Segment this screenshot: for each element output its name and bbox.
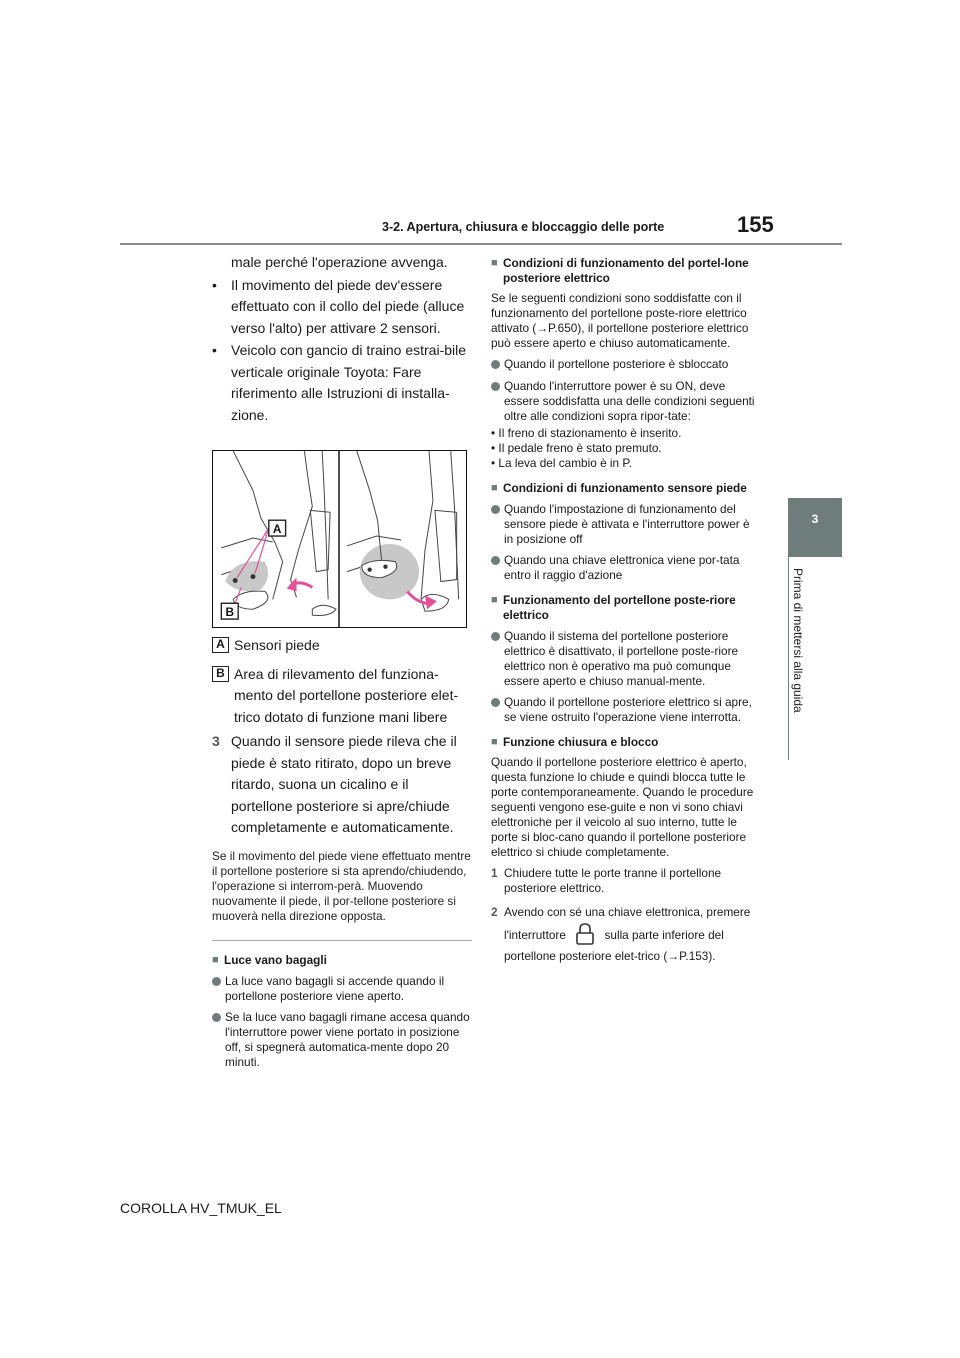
- list-item: [491, 379, 756, 424]
- bullet-dot-icon: [491, 360, 500, 369]
- item-text: Quando il portellone posteriore è sbloccato: [504, 357, 729, 371]
- conditions-power-title: ■ Condizioni di funzionamento del portel-lone posteriore elettrico: [491, 256, 756, 286]
- legend-text: Area di rilevamento del funziona-mento del portellone posteriore elet-trico dotato di funzione mani libere: [234, 665, 459, 725]
- item-text: Quando l'interruttore power è su ON, deve essere soddisfatta una delle condizioni seguenti oltre alle condizioni sopra ripor-tate:: [504, 379, 755, 423]
- lock-icon: [575, 923, 595, 945]
- bullet-dot-icon: [212, 977, 221, 986]
- section-heading: Funzionamento del portellone poste-riore elettrico: [503, 593, 736, 622]
- step-number: 3: [212, 733, 220, 749]
- list-item: [212, 974, 472, 1004]
- legend-item: [212, 664, 472, 729]
- item-text: La luce vano bagagli si accende quando il portellone posteriore viene aperto.: [225, 973, 445, 1003]
- step-2: [491, 902, 756, 967]
- bullet-dot-icon: [212, 1013, 221, 1022]
- item-text: Quando l'impostazione di funzionamento del sensore piede è attivata e l'interruttore power è in posizione off: [504, 502, 750, 546]
- step-1: [491, 866, 756, 896]
- section-heading: Luce vano bagagli: [224, 952, 327, 967]
- list-item: • Il movimento del piede dev'essere effettuato con il collo del piede (alluce verso l'alto) per attivare 2 sensori.: [212, 275, 472, 340]
- list-item: [491, 502, 756, 547]
- conditions-sensor-title: ■ Condizioni di funzionamento sensore piede: [491, 481, 747, 495]
- bullet-dot-icon: [491, 556, 500, 565]
- figure-label-b: B: [225, 605, 235, 620]
- luggage-light-title: ■ Luce vano bagagli: [212, 952, 327, 967]
- list-item: [491, 695, 756, 725]
- section-divider: [212, 940, 472, 941]
- section-heading: Condizioni di funzionamento del portel-lone posteriore elettrico: [503, 256, 749, 285]
- operation-title: ■ Funzionamento del portellone poste-riore elettrico: [491, 593, 756, 623]
- left-column: [212, 252, 472, 1070]
- intro-continuation: male perché l'operazione avvenga.: [231, 254, 448, 270]
- bullet-dot-icon: [491, 632, 500, 641]
- legend-item: [212, 635, 472, 657]
- note-paragraph: Se il movimento del piede viene effettuato mentre il portellone posteriore si sta aprendo/chiudendo, l'operazione si interrom-perà. Muovendo nuovamente il piede, il por-tellone posteriore si muoverà nella direzione opposta.: [212, 848, 471, 923]
- item-text: Quando il portellone posteriore elettrico si apre, se viene ostruito l'operazione viene interrotta.: [504, 695, 752, 724]
- foot-sensor-illustration: [212, 450, 467, 628]
- paragraph: Se le seguenti condizioni sono soddisfatte con il funzionamento del portellone poste-riore elettrico attivato (→P.650), il portellone posteriore elettrico può essere aperto e chiuso automaticamente.: [491, 291, 749, 350]
- section-heading: Condizioni di funzionamento sensore piede: [503, 481, 747, 495]
- footer-model: COROLLA HV_TMUK_EL: [120, 1200, 282, 1216]
- bullet-text: Veicolo con gancio di traino estrai-bile verticale originale Toyota: Fare riferimento alle Istruzioni di installa-zione.: [231, 342, 467, 423]
- list-item: [491, 553, 756, 583]
- list-item: • Veicolo con gancio di traino estrai-bile verticale originale Toyota: Fare riferimento alle Istruzioni di installa-zione.: [212, 340, 472, 426]
- page-number: 155: [737, 212, 774, 237]
- sub-bullet-text: Il freno di stazionamento è inserito.: [498, 426, 682, 440]
- item-text: Se la luce vano bagagli rimane accesa quando l'interruttore power viene portato in posizione off, si spegnerà automatica-mente dopo 20 minuti.: [225, 1009, 470, 1069]
- chapter-tab: 3: [788, 498, 842, 557]
- step-text: Avendo con sé una chiave elettronica, premere l'interruttore: [504, 905, 751, 942]
- foot-sensor-drawing: [213, 451, 466, 627]
- legend-key: A: [212, 637, 229, 653]
- sub-bullet-list: [491, 426, 756, 471]
- step-text: Quando il sensore piede rileva che il piede è stato ritirato, dopo un breve ritardo, suona un cicalino e il portellone posteriore si apre/chiude completamente e automaticamente.: [231, 733, 457, 835]
- bullet-dot-icon: [491, 505, 500, 514]
- step-number: 2: [491, 905, 498, 919]
- header-divider: [120, 243, 842, 245]
- list-item: • Il pedale freno è stato premuto.: [491, 441, 662, 455]
- figure-label-a: A: [272, 522, 282, 537]
- chapter-title: Prima di mettersi alla guida: [791, 568, 805, 713]
- bullet-dot-icon: [491, 698, 500, 707]
- chapter-title-vertical: [791, 568, 811, 758]
- right-column: [491, 256, 756, 967]
- item-text: Quando il sistema del portellone posteriore elettrico è disattivato, il portellone poste-riore elettrico non è operativo ma può comunque essere aperto e chiuso manual-mente.: [504, 629, 739, 688]
- bullet-dot-icon: [491, 382, 500, 391]
- list-item: • La leva del cambio è in P.: [491, 456, 632, 470]
- paragraph: Quando il portellone posteriore elettrico è aperto, questa funzione lo chiude e quindi blocca tutte le porte contemporaneamente. Quando le procedure seguenti vengono ese-guite e non vi sono chiavi elettroniche per il veicolo al suo interno, tutte le porte si bloc-cano quando il portellone posteriore elettrico si chiude completamente.: [491, 755, 754, 859]
- legend-text: Sensori piede: [234, 637, 320, 653]
- section-title: 3-2. Apertura, chiusura e bloccaggio delle porte: [382, 220, 665, 234]
- section-heading: Funzione chiusura e blocco: [503, 735, 659, 749]
- list-item: • Il freno di stazionamento è inserito.: [491, 426, 682, 440]
- bullet-text: Il movimento del piede dev'essere effettuato con il collo del piede (alluce verso l'alto) per attivare 2 sensori.: [231, 276, 465, 336]
- sub-bullet-text: Il pedale freno è stato premuto.: [498, 441, 662, 455]
- list-item: [212, 1010, 472, 1070]
- list-item: [491, 629, 756, 689]
- close-lock-title: ■ Funzione chiusura e blocco: [491, 735, 659, 749]
- step-number: 1: [491, 866, 498, 880]
- list-item: [491, 357, 756, 373]
- item-text: Quando una chiave elettronica viene por-tata entro il raggio d'azione: [504, 553, 740, 582]
- step-text-continued: sulla parte inferiore del portellone posteriore elet-trico (→P.153).: [504, 928, 724, 963]
- sub-bullet-text: La leva del cambio è in P.: [498, 456, 632, 470]
- legend-key: B: [212, 666, 229, 682]
- step-3: [212, 731, 472, 839]
- step-text: Chiudere tutte le porte tranne il portellone posteriore elettrico.: [504, 866, 722, 895]
